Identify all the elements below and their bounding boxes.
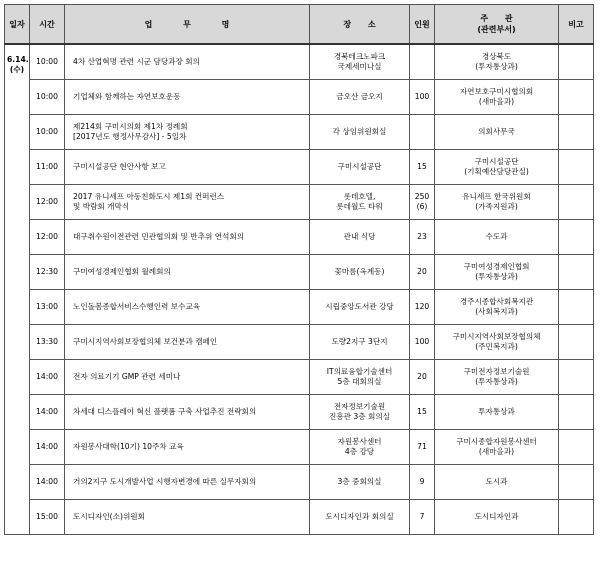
host-cell: [435, 325, 559, 360]
schedule-table: [4, 4, 594, 535]
count-cell-line: 100: [414, 92, 430, 101]
place-cell: [310, 44, 410, 80]
place-cell: [310, 500, 410, 535]
header-host: [435, 5, 559, 45]
host-cell-line: 수도과: [485, 232, 508, 241]
header-task-label: 업 무 명: [144, 19, 244, 29]
place-cell-line: 금오산 금오지: [336, 92, 383, 101]
place-cell-line: 꽃마름(옥계동): [334, 267, 385, 276]
count-cell: [410, 395, 435, 430]
place-cell: [310, 430, 410, 465]
place-cell-line: 관내 식당: [343, 232, 376, 241]
place-cell-line: 각 상임위원회실: [332, 127, 387, 136]
place-cell: [310, 325, 410, 360]
time-cell: 14:00: [30, 395, 65, 430]
task-cell: [65, 44, 310, 80]
time-cell: 12:00: [30, 220, 65, 255]
note-cell: [559, 395, 594, 430]
place-cell: [310, 150, 410, 185]
count-cell-line: 15: [417, 162, 427, 171]
time-cell: 13:30: [30, 325, 65, 360]
place-cell: [310, 360, 410, 395]
header-place: [310, 5, 410, 45]
place-cell-line: IT의료융합기술센터: [326, 367, 393, 376]
place-cell: [310, 220, 410, 255]
task-cell: [65, 325, 310, 360]
count-cell-line: 20: [417, 372, 427, 381]
note-cell: [559, 44, 594, 80]
host-cell-line: 의회사무국: [478, 127, 515, 136]
host-cell-line: (주민복지과): [475, 342, 518, 351]
task-cell: [65, 115, 310, 150]
host-cell: [435, 44, 559, 80]
table-row: [5, 430, 594, 465]
host-cell: [435, 220, 559, 255]
task-cell-line: 기업체와 함께하는 자연보호운동: [73, 92, 181, 101]
table-row: [5, 150, 594, 185]
host-cell-line: 경상북도: [481, 52, 512, 61]
time-cell: 12:00: [30, 185, 65, 220]
note-cell: [559, 80, 594, 115]
host-cell: [435, 290, 559, 325]
note-cell: [559, 255, 594, 290]
task-cell-line: 제214회 구미시의회 제1차 정례회: [73, 122, 188, 131]
place-cell: [310, 465, 410, 500]
place-cell-line: 진흥관 3층 회의실: [328, 412, 390, 421]
count-cell: [410, 465, 435, 500]
host-cell: [435, 360, 559, 395]
task-cell-line: 전자 의료기기 GMP 관련 세미나: [73, 372, 181, 381]
task-cell: [65, 360, 310, 395]
count-cell: [410, 185, 435, 220]
host-cell-line: 도시과: [485, 477, 508, 486]
header-place-label: 장 소: [343, 19, 383, 29]
host-cell-line: 투자통상과: [478, 407, 515, 416]
header-host-main: 주 관: [480, 14, 520, 23]
count-cell-line: 20: [417, 267, 427, 276]
host-cell-line: 유니세프 한국위원회: [462, 192, 531, 201]
host-cell-line: (기획예산담당관실): [464, 167, 529, 176]
task-cell-line: 도시디자인(소)위원회: [73, 512, 145, 521]
place-cell: [310, 395, 410, 430]
place-cell: [310, 255, 410, 290]
time-cell: 14:00: [30, 430, 65, 465]
host-cell-line: (새마을과): [478, 97, 515, 106]
host-cell-line: 도시디자인과: [474, 512, 519, 521]
note-cell: [559, 290, 594, 325]
time-cell: 12:30: [30, 255, 65, 290]
host-cell: [435, 115, 559, 150]
count-cell-line: 250: [414, 192, 430, 201]
task-cell: [65, 150, 310, 185]
note-cell: [559, 430, 594, 465]
table-row: [5, 290, 594, 325]
table-row: [5, 325, 594, 360]
time-cell: 11:00: [30, 150, 65, 185]
note-cell: [559, 325, 594, 360]
host-cell-line: 자연보호구미시협의회: [459, 87, 534, 96]
table-row: [5, 44, 594, 80]
host-cell: [435, 255, 559, 290]
place-cell-line: 구미시설공단: [337, 162, 382, 171]
table-row: [5, 80, 594, 115]
host-cell-line: 구미시설공단: [474, 157, 519, 166]
header-host-sub: (관련부서): [477, 25, 516, 34]
note-cell: [559, 150, 594, 185]
place-cell: [310, 185, 410, 220]
place-cell: [310, 115, 410, 150]
task-cell: [65, 465, 310, 500]
table-row: [5, 115, 594, 150]
place-cell-line: 자원봉사센터: [337, 437, 382, 446]
host-cell-line: 구미여성경제인협회: [463, 262, 530, 271]
count-cell: [410, 360, 435, 395]
place-cell-line: 롯데월드 타워: [336, 202, 383, 211]
task-cell-line: 대구취수원이전관련 민관협의회 및 반추위 연석회의: [73, 232, 245, 241]
host-cell: [435, 500, 559, 535]
header-count: 인원: [410, 5, 435, 45]
count-cell-line: 120: [414, 302, 430, 311]
host-cell-line: (투자통상과): [475, 62, 518, 71]
date-cell: [5, 44, 30, 535]
host-cell-line: 구미시종합자원봉사센터: [456, 437, 537, 446]
time-cell: 14:00: [30, 465, 65, 500]
host-cell-line: 경주시종합사회복지관: [459, 297, 534, 306]
header-row: [5, 5, 594, 45]
table-row: [5, 500, 594, 535]
count-cell-line: 71: [417, 442, 427, 451]
task-cell-line: 노인돌봄종합서비스수행인력 보수교육: [73, 302, 201, 311]
count-cell: [410, 290, 435, 325]
place-cell-line: 경북테크노파크: [333, 52, 386, 61]
host-cell-line: (투자통상과): [475, 377, 518, 386]
host-cell-line: (새마을과): [478, 447, 515, 456]
place-cell-line: 시립중앙도서관 강당: [325, 302, 394, 311]
count-cell: [410, 115, 435, 150]
schedule-sheet: [4, 4, 594, 535]
task-cell: [65, 430, 310, 465]
task-cell: [65, 80, 310, 115]
count-cell-line: 7: [419, 512, 425, 521]
table-row: [5, 185, 594, 220]
task-cell: [65, 220, 310, 255]
count-cell: [410, 430, 435, 465]
count-cell: [410, 80, 435, 115]
place-cell-line: 4층 강당: [344, 447, 375, 456]
header-task: [65, 5, 310, 45]
task-cell-line: 거의2지구 도시개발사업 시행자변경에 따른 실무자회의: [73, 477, 257, 486]
task-cell-line: 2017 유니세프 아동친화도시 제1회 컨퍼런스: [73, 192, 225, 201]
date-line2: (수): [9, 65, 25, 74]
host-cell-line: (가족지원과): [475, 202, 518, 211]
count-cell-line: 23: [417, 232, 427, 241]
place-cell: [310, 80, 410, 115]
note-cell: [559, 465, 594, 500]
count-cell: [410, 44, 435, 80]
host-cell: [435, 80, 559, 115]
table-row: [5, 360, 594, 395]
host-cell-line: 구미시지역사회보장협의체: [452, 332, 541, 341]
task-cell-line: 구미시지역사회보장협의체 보건분과 캠페인: [73, 337, 218, 346]
count-cell-line: 15: [417, 407, 427, 416]
task-cell-line: 및 박람회 개막식: [73, 202, 130, 211]
note-cell: [559, 500, 594, 535]
place-cell-line: 도시디자인과 회의실: [325, 512, 394, 521]
task-cell: [65, 500, 310, 535]
task-cell: [65, 255, 310, 290]
table-header: [5, 5, 594, 45]
header-note: 비고: [559, 5, 594, 45]
note-cell: [559, 360, 594, 395]
host-cell: [435, 185, 559, 220]
host-cell: [435, 465, 559, 500]
table-row: [5, 465, 594, 500]
task-cell-line: 구미시설공단 현안사항 보고: [73, 162, 166, 171]
task-cell-line: 4차 산업혁명 관련 시군 담당과장 회의: [73, 57, 200, 66]
count-cell-line: 100: [414, 337, 430, 346]
table-row: [5, 220, 594, 255]
host-cell-line: (투자통상과): [475, 272, 518, 281]
host-cell: [435, 395, 559, 430]
task-cell: [65, 290, 310, 325]
place-cell-line: 5층 대회의실: [337, 377, 382, 386]
host-cell: [435, 150, 559, 185]
task-cell-line: 차세대 디스플레이 혁신 플랫폼 구축 사업추진 전략회의: [73, 407, 257, 416]
note-cell: [559, 185, 594, 220]
table-row: [5, 255, 594, 290]
time-cell: 14:00: [30, 360, 65, 395]
table-row: [5, 395, 594, 430]
task-cell-line: 자원봉사대학(10기) 10주차 교육: [73, 442, 184, 451]
count-cell: [410, 325, 435, 360]
task-cell: [65, 185, 310, 220]
place-cell-line: 전자정보기술원: [333, 402, 386, 411]
place-cell-line: 3층 중회의실: [337, 477, 382, 486]
date-line1: 6.14.: [7, 55, 29, 64]
task-cell: [65, 395, 310, 430]
count-cell: [410, 150, 435, 185]
count-cell-line: 9: [419, 477, 425, 486]
host-cell-line: 구미전자정보기술원: [463, 367, 530, 376]
host-cell-line: (사회복지과): [475, 307, 518, 316]
time-cell: 15:00: [30, 500, 65, 535]
time-cell: 13:00: [30, 290, 65, 325]
note-cell: [559, 115, 594, 150]
place-cell-line: 롯데호텔,: [343, 192, 376, 201]
place-cell-line: 국제세미나실: [337, 62, 382, 71]
task-cell-line: [2017년도 행정사무감사] - 5일차: [73, 132, 187, 141]
place-cell: [310, 290, 410, 325]
host-cell: [435, 430, 559, 465]
count-cell: [410, 255, 435, 290]
place-cell-line: 도량2지구 3단지: [331, 337, 388, 346]
time-cell: 10:00: [30, 115, 65, 150]
time-cell: 10:00: [30, 44, 65, 80]
header-time: 시간: [30, 5, 65, 45]
note-cell: [559, 220, 594, 255]
task-cell-line: 구미여성경제인협회 월례회의: [73, 267, 171, 276]
count-cell: [410, 500, 435, 535]
count-cell-line: (6): [416, 202, 428, 211]
header-date: 일자: [5, 5, 30, 45]
time-cell: 10:00: [30, 80, 65, 115]
count-cell: [410, 220, 435, 255]
table-body: [5, 44, 594, 535]
